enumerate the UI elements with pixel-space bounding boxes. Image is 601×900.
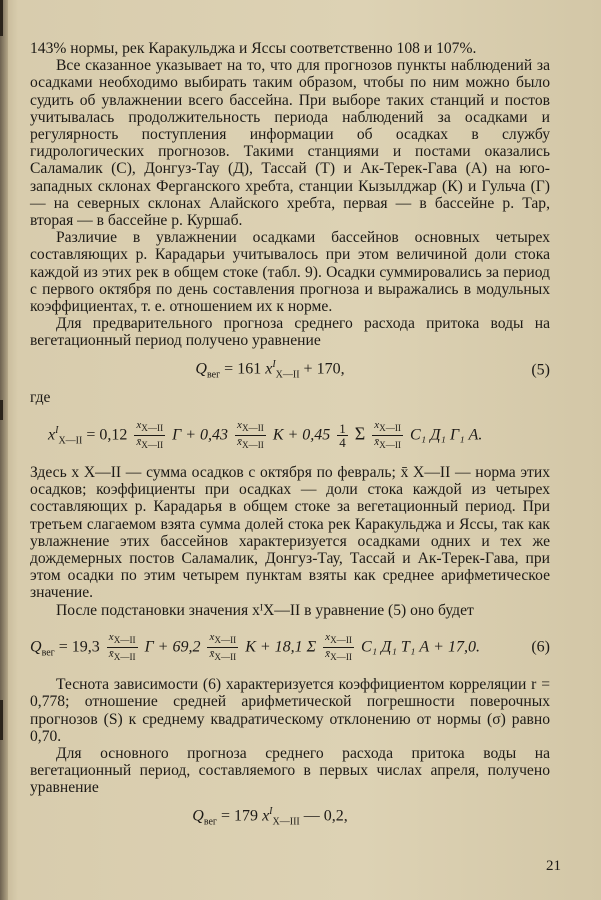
paragraph-continued: 143% нормы, рек Каракульджа и Яссы соответственно 108 и 107%. <box>30 40 477 57</box>
fraction: $\frac{x_{X—II}}{x̄_{X—II}}$ <box>374 418 401 450</box>
paragraph-substitution: После подстановки значения xᴵX—II в уравнение (5) оно будет <box>56 601 474 619</box>
page-edge-mark <box>0 0 3 36</box>
paragraph-explanation: Здесь x X—II — сумма осадков с октября по февраль; x̄ X—II — норма этих осадков; коэффициенты при осадках — доли стока каждой из четырех составляющих р. Карадарья в общем стоке за вегетационный период. При третьем слагаемом взята сумма долей стока рек Каракульджа и Яссы, так как увлажнение этих бассейнов характеризуется осадками одних и тех же дождемерных постов Саламалик, Донгуз-Тау, Тассай и Ак-Терек-Гава, при этом осадки по этим четырем пунктам взяты как среднее арифметическое значение. <box>30 463 550 602</box>
paragraph-correlation: Теснота зависимости (6) характеризуется коэффициентом корреляции r = 0,778; отношение средней арифметической погрешности поверочных прогнозов (S) к среднему квадратическому отклонению от нормы (σ) равно 0,70. <box>30 676 550 745</box>
fraction: $\frac{x_{X—II}}{x̄_{X—II}}$ <box>325 630 352 663</box>
paragraph-stations: Все сказанное указывает на то, что для прогнозов пункты наблюдений за осадками необходимо выбирать таким образом, чтобы по ним можно было судить об увлажнении всего бассейна. При выборе таких станций и постов учитывалась продолжительность периода наблюдений за осадками и регулярность поступления информации об осадках в службу гидрологических прогнозов. Такими станциями и постами оказались Саламалик (С), Донгуз-Тау (Д), Тассай (Т) и Ак-Терек-Гава (А) на юго-западных склонах Ферганского хребта, станции Кызылджар (К) и Гульча (Г) — на северных склонах Алайского хребта, первая — в бассейне р. Тар, вторая — в бассейне р. Куршаб. <box>30 57 550 230</box>
equation-x: $x^I_{X—II} = 0,12$ $\frac{x_{X—II}}{x̄_{X—II}}$ Г + 0,43 $\frac{x_{X—II}}{x̄_{X—II}}$ К + 0,45 $\frac{1}{4}$ Σ $\frac{x_{X—II}}{x̄_{X—II}}$ С₁ Д₁ Г₁ А. <box>48 418 483 450</box>
where-label: где <box>30 389 51 407</box>
page-edge-mark <box>0 400 3 420</box>
page-text <box>30 40 550 832</box>
equation-5: $Q_{вег} = 161$ $x^I_{X—II} + 170$, (5) <box>195 358 550 381</box>
fraction: $\frac{x_{X—II}}{x̄_{X—II}}$ <box>209 630 237 663</box>
equation-number: (5) <box>531 360 550 378</box>
fraction: $\frac{x_{X—II}}{x̄_{X—II}}$ <box>108 630 136 663</box>
page-number: 21 <box>546 858 561 874</box>
fraction: $\frac{x_{X—II}}{x̄_{X—II}}$ <box>237 418 264 450</box>
equation-7: $Q_{вег} = 179$ $x^I_{X—III}$ — 0,2, <box>192 805 348 828</box>
paragraph-main-forecast: Для основного прогноза среднего расхода притока воды на вегетационный период, составляемого в первых числах апреля, получено уравнение <box>30 744 550 797</box>
equation-6: $Q_{вег} = 19,3$ $\frac{x_{X—II}}{x̄_{X—II}}$ Г + 69,2 $\frac{x_{X—II}}{x̄_{X—II}}$ К + 18,1 Σ $\frac{x_{X—II}}{x̄_{X—II}}$ С₁ Д₁ Т₁ А + 17,0. (6) <box>30 630 550 663</box>
fraction-quarter: $\frac{1}{4}$ <box>339 420 346 450</box>
paragraph-moisture: Различие в увлажнении осадками бассейнов основных четырех составляющих р. Карадарьи учитывалось при этом величиной доли стока каждой из этих рек в общем стоке (табл. 9). Осадки суммировались за период с первого октября по день составления прогноза и выражались в модульных коэффициентах, т. е. отношением их к норме. <box>30 229 550 316</box>
equation-number: (6) <box>531 638 550 656</box>
paragraph-prelim-forecast: Для предварительного прогноза среднего расхода притока воды на вегетационный период получено уравнение <box>30 315 550 350</box>
fraction: $\frac{x_{X—II}}{x̄_{X—II}}$ <box>136 418 164 450</box>
page-edge-mark <box>0 700 3 740</box>
